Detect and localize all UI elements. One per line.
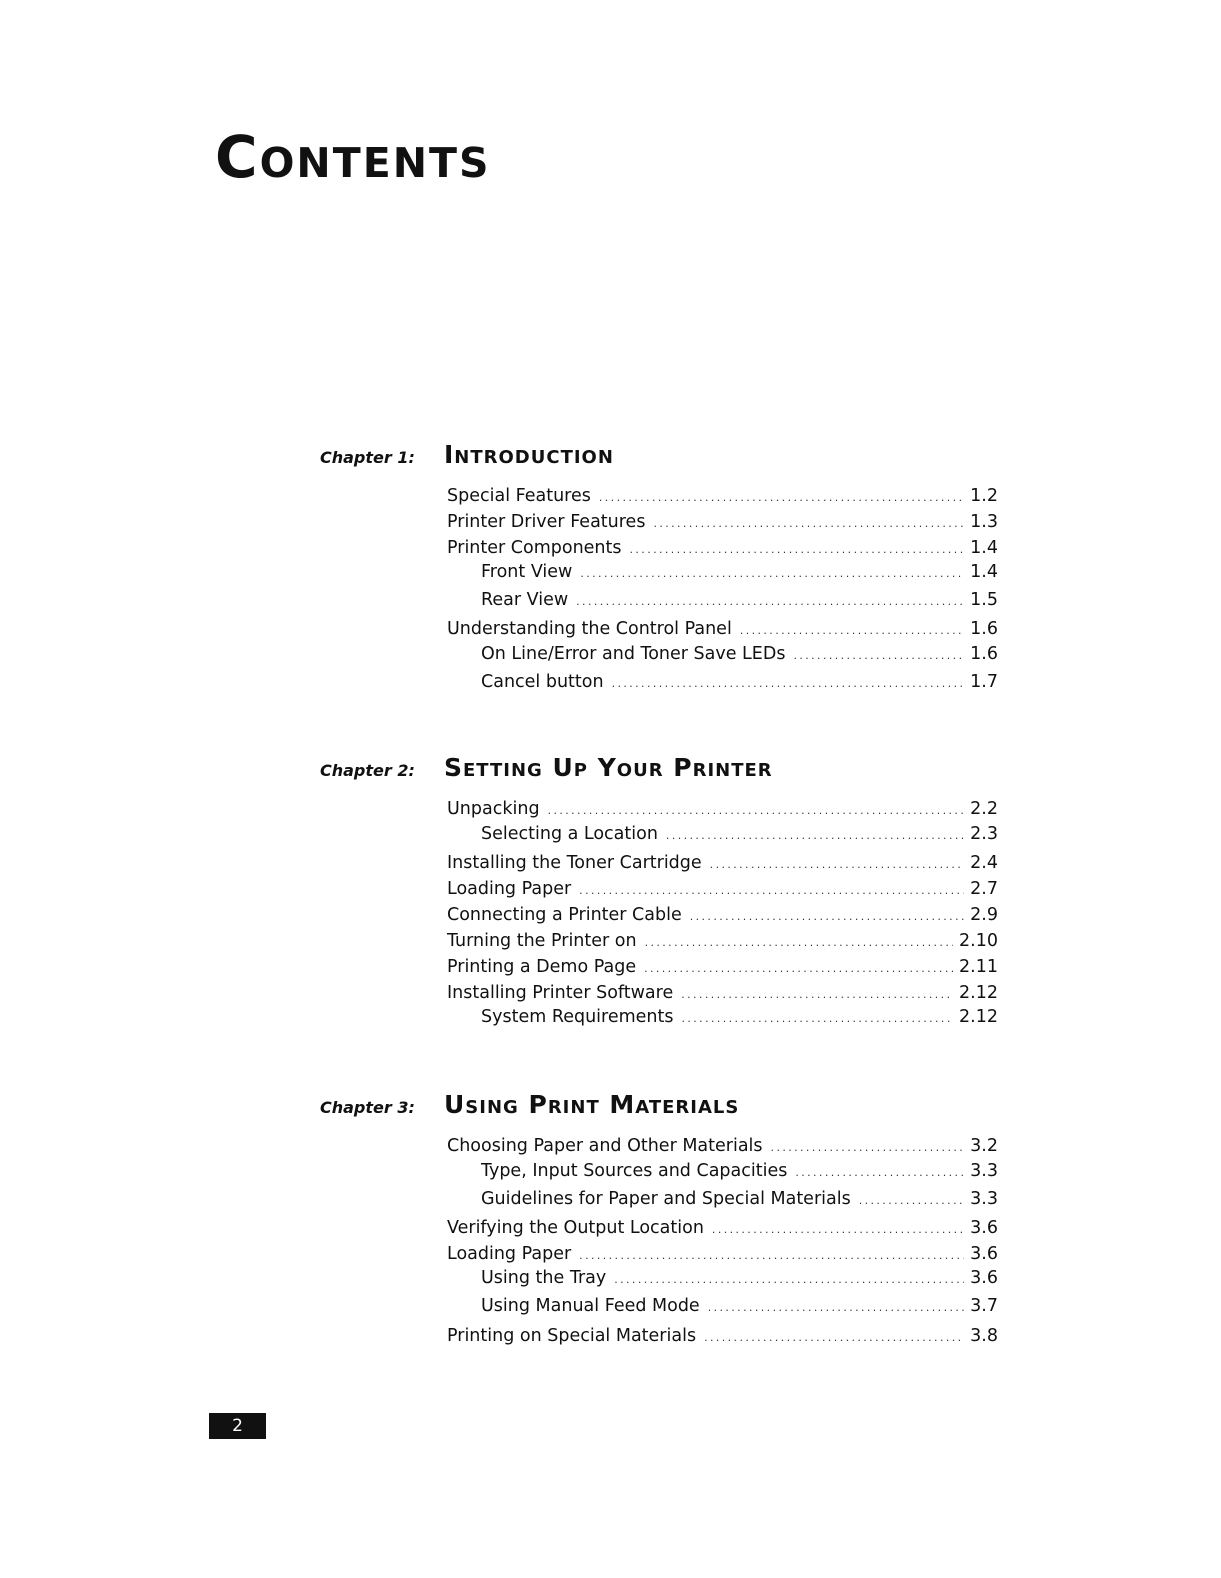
toc-entry-page: 1.7 bbox=[970, 672, 998, 692]
dot-leader bbox=[690, 905, 964, 929]
dot-leader bbox=[859, 1189, 964, 1213]
toc-entry-page: 2.7 bbox=[970, 879, 998, 899]
page-number: 2 bbox=[209, 1413, 266, 1439]
toc-entry-page: 3.6 bbox=[970, 1218, 998, 1238]
toc-entry[interactable] bbox=[447, 797, 998, 823]
dot-leader bbox=[612, 672, 965, 696]
toc-subentry[interactable] bbox=[481, 1005, 998, 1031]
chapter-title: Using Print Materials bbox=[444, 1090, 740, 1119]
page-title: Contents bbox=[215, 123, 491, 191]
toc-entry-page: 2.2 bbox=[970, 799, 998, 819]
toc-entry[interactable] bbox=[447, 981, 998, 1007]
dot-leader bbox=[793, 644, 964, 668]
dot-leader bbox=[708, 1296, 964, 1320]
toc-entry-page: 3.8 bbox=[970, 1326, 998, 1346]
chapter-label: Chapter 3: bbox=[320, 1098, 415, 1117]
toc-entry[interactable] bbox=[447, 955, 998, 981]
toc-subentry[interactable] bbox=[481, 822, 998, 848]
dot-leader bbox=[710, 853, 964, 877]
toc-entry-title: Type, Input Sources and Capacities bbox=[481, 1161, 788, 1181]
chapter-title: Setting Up Your Printer bbox=[444, 753, 773, 782]
toc-entry-page: 2.12 bbox=[959, 983, 998, 1003]
toc-subentry[interactable] bbox=[481, 1159, 998, 1185]
chapter-label: Chapter 1: bbox=[320, 448, 415, 467]
toc-entry-page: 1.4 bbox=[970, 562, 998, 582]
toc-entry[interactable] bbox=[447, 851, 998, 877]
toc-entry-title: On Line/Error and Toner Save LEDs bbox=[481, 644, 786, 664]
toc-entry-page: 3.3 bbox=[970, 1161, 998, 1181]
toc-entry-title: Printer Components bbox=[447, 538, 622, 558]
chapter-section bbox=[320, 440, 1000, 692]
toc-entry-title: Choosing Paper and Other Materials bbox=[447, 1136, 763, 1156]
toc-entry-title: Guidelines for Paper and Special Materials bbox=[481, 1189, 851, 1209]
toc-entry-page: 3.6 bbox=[970, 1268, 998, 1288]
toc-entry-title: Unpacking bbox=[447, 799, 540, 819]
toc-subentry[interactable] bbox=[481, 642, 998, 668]
toc-entry[interactable] bbox=[447, 536, 998, 562]
toc-subentry[interactable] bbox=[481, 670, 998, 696]
toc-entry-title: System Requirements bbox=[481, 1007, 674, 1027]
toc-entry-title: Front View bbox=[481, 562, 573, 582]
toc-entry-title: Special Features bbox=[447, 486, 591, 506]
dot-leader bbox=[548, 799, 965, 823]
toc-entry-title: Printing on Special Materials bbox=[447, 1326, 697, 1346]
toc-entry-page: 1.3 bbox=[970, 512, 998, 532]
toc-entry-page: 2.10 bbox=[959, 931, 998, 951]
toc-entry[interactable] bbox=[447, 617, 998, 643]
chapter-title: Introduction bbox=[444, 440, 614, 469]
toc-subentry[interactable] bbox=[481, 1187, 998, 1213]
toc-entry-page: 2.4 bbox=[970, 853, 998, 873]
toc-entry-title: Turning the Printer on bbox=[447, 931, 637, 951]
toc-entry-title: Using the Tray bbox=[481, 1268, 607, 1288]
toc-subentry[interactable] bbox=[481, 560, 998, 586]
toc-entry[interactable] bbox=[447, 1216, 998, 1242]
toc-entry-title: Verifying the Output Location bbox=[447, 1218, 704, 1238]
toc-entry-title: Selecting a Location bbox=[481, 824, 658, 844]
chapter-heading bbox=[320, 753, 1000, 787]
toc-entry-title: Printer Driver Features bbox=[447, 512, 646, 532]
dot-leader bbox=[740, 619, 964, 643]
dot-leader bbox=[576, 590, 964, 614]
dot-leader bbox=[599, 486, 964, 510]
toc-entry-page: 2.9 bbox=[970, 905, 998, 925]
toc-entry-page: 2.11 bbox=[959, 957, 998, 977]
chapter-heading bbox=[320, 1090, 1000, 1124]
dot-leader bbox=[630, 538, 965, 562]
toc-subentry[interactable] bbox=[481, 588, 998, 614]
toc-entry[interactable] bbox=[447, 877, 998, 903]
toc-entry-page: 1.6 bbox=[970, 619, 998, 639]
chapter-label: Chapter 2: bbox=[320, 761, 415, 780]
dot-leader bbox=[771, 1136, 965, 1160]
toc-entry-page: 3.3 bbox=[970, 1189, 998, 1209]
dot-leader bbox=[681, 1007, 953, 1031]
toc-subentry[interactable] bbox=[481, 1294, 998, 1320]
dot-leader bbox=[580, 562, 964, 586]
toc-entry-title: Installing Printer Software bbox=[447, 983, 674, 1003]
toc-entry[interactable] bbox=[447, 903, 998, 929]
toc-entry-title: Loading Paper bbox=[447, 879, 572, 899]
dot-leader bbox=[681, 983, 953, 1007]
toc-entry-page: 3.7 bbox=[970, 1296, 998, 1316]
dot-leader bbox=[645, 931, 953, 955]
dot-leader bbox=[795, 1161, 964, 1185]
dot-leader bbox=[653, 512, 964, 536]
toc-entry-title: Using Manual Feed Mode bbox=[481, 1296, 700, 1316]
chapter-section bbox=[320, 1090, 1000, 1346]
toc-entry-title: Cancel button bbox=[481, 672, 604, 692]
toc-entry-title: Understanding the Control Panel bbox=[447, 619, 732, 639]
toc-subentry[interactable] bbox=[481, 1266, 998, 1292]
toc-entry[interactable] bbox=[447, 510, 998, 536]
toc-entry-page: 1.4 bbox=[970, 538, 998, 558]
toc-entry[interactable] bbox=[447, 484, 998, 510]
toc-entry-page: 3.2 bbox=[970, 1136, 998, 1156]
chapter-heading bbox=[320, 440, 1000, 474]
toc-entry-page: 3.6 bbox=[970, 1244, 998, 1264]
toc-entry[interactable] bbox=[447, 1242, 998, 1268]
toc-entry-title: Installing the Toner Cartridge bbox=[447, 853, 702, 873]
dot-leader bbox=[712, 1218, 964, 1242]
dot-leader bbox=[644, 957, 953, 981]
dot-leader bbox=[614, 1268, 964, 1292]
toc-entry-title: Loading Paper bbox=[447, 1244, 572, 1264]
toc-entry-page: 2.12 bbox=[959, 1007, 998, 1027]
toc-entry-page: 1.6 bbox=[970, 644, 998, 664]
toc-entry[interactable] bbox=[447, 1134, 998, 1160]
dot-leader bbox=[666, 824, 964, 848]
toc-entry[interactable] bbox=[447, 929, 998, 955]
toc-entry-title: Printing a Demo Page bbox=[447, 957, 637, 977]
toc-entry-page: 1.2 bbox=[970, 486, 998, 506]
toc-entry-title: Connecting a Printer Cable bbox=[447, 905, 682, 925]
toc-entry-page: 1.5 bbox=[970, 590, 998, 610]
dot-leader bbox=[579, 1244, 964, 1268]
toc-entry[interactable] bbox=[447, 1324, 998, 1350]
chapter-section bbox=[320, 753, 1000, 1027]
dot-leader bbox=[579, 879, 964, 903]
dot-leader bbox=[704, 1326, 964, 1350]
toc-entry-page: 2.3 bbox=[970, 824, 998, 844]
toc-entry-title: Rear View bbox=[481, 590, 569, 610]
